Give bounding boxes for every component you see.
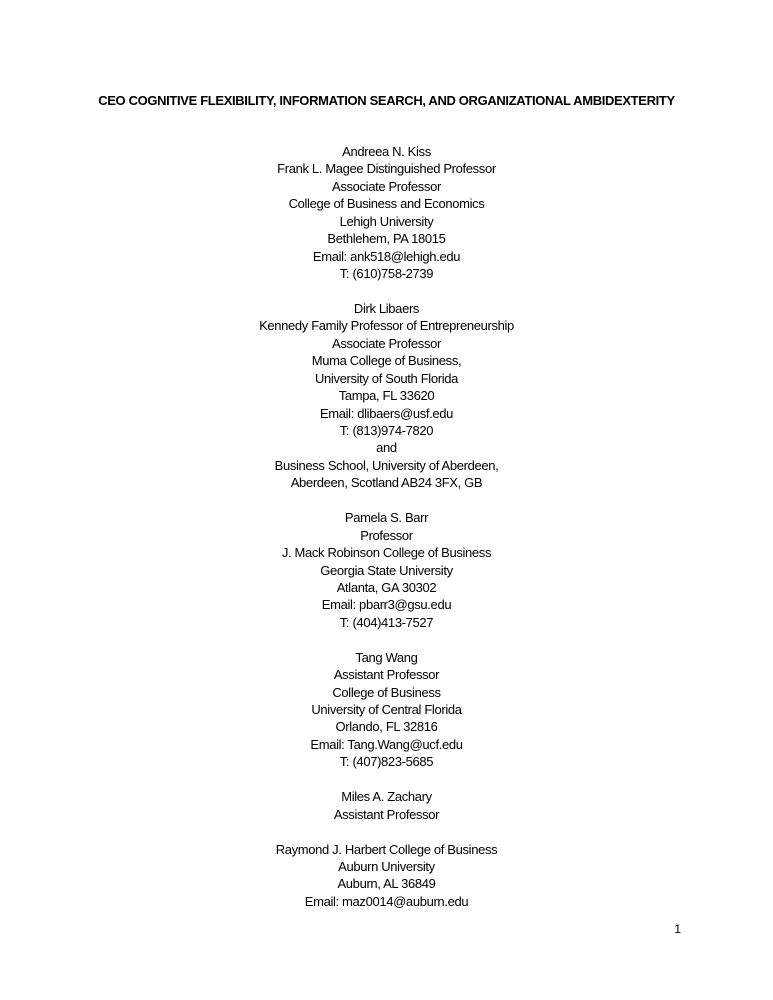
author-title: Kennedy Family Professor of Entrepreneurship bbox=[259, 318, 514, 334]
author-rank: Associate Professor bbox=[332, 335, 441, 351]
author-university: University of South Florida bbox=[314, 370, 458, 386]
author-phone: T: (610)758-2739 bbox=[339, 266, 434, 282]
author-rank: Assistant Professor bbox=[333, 806, 440, 822]
author-university: Lehigh University bbox=[339, 213, 434, 229]
author-email: Email: pbarr3@gsu.edu bbox=[321, 597, 452, 613]
author-university: Georgia State University bbox=[320, 562, 453, 578]
author-email: Email: Tang.Wang@ucf.edu bbox=[310, 736, 463, 752]
author-address: Atlanta, GA 30302 bbox=[336, 579, 437, 595]
author-separator bbox=[0, 771, 773, 788]
author-blank-line bbox=[0, 823, 773, 840]
author-university: University of Central Florida bbox=[311, 702, 462, 717]
author-name: Pamela S. Barr bbox=[344, 510, 429, 526]
author-name: Andreea N. Kiss bbox=[342, 144, 431, 159]
author-college: Raymond J. Harbert College of Business bbox=[275, 841, 498, 857]
author-block-wang bbox=[0, 649, 773, 771]
author-address: Tampa, FL 33620 bbox=[338, 388, 435, 404]
author-rank: Assistant Professor bbox=[333, 667, 440, 683]
paper-title: CEO COGNITIVE FLEXIBILITY, INFORMATION SEARCH, AND ORGANIZATIONAL AMBIDEXTERITY bbox=[98, 93, 675, 108]
author-college: College of Business and Economics bbox=[288, 196, 485, 212]
author-email: Email: maz0014@auburn.edu bbox=[304, 893, 469, 909]
author-title: Frank L. Magee Distinguished Professor bbox=[277, 161, 496, 177]
author-separator bbox=[0, 631, 773, 648]
author-phone: T: (813)974-7820 bbox=[339, 423, 434, 438]
author-rank: Professor bbox=[360, 527, 413, 543]
author-name: Miles A. Zachary bbox=[341, 789, 432, 805]
author-block-libaers bbox=[0, 300, 773, 492]
page-number: 1 bbox=[674, 922, 681, 936]
author-name: Tang Wang bbox=[355, 649, 418, 665]
author-phone: T: (407)823-5685 bbox=[339, 754, 434, 770]
author-college: J. Mack Robinson College of Business bbox=[281, 545, 492, 561]
author-rank: Associate Professor bbox=[332, 178, 441, 194]
author-university: Auburn University bbox=[338, 858, 435, 874]
author-address: Bethlehem, PA 18015 bbox=[327, 231, 446, 247]
author-second-affiliation: Business School, University of Aberdeen, bbox=[274, 457, 499, 473]
author-list bbox=[0, 143, 773, 910]
author-college: College of Business bbox=[332, 684, 441, 700]
author-email: Email: dlibaers@usf.edu bbox=[319, 405, 454, 421]
author-address: Auburn, AL 36849 bbox=[337, 876, 436, 892]
author-address: Orlando, FL 32816 bbox=[335, 719, 438, 735]
author-phone: T: (404)413-7527 bbox=[339, 614, 434, 630]
author-email: Email: ank518@lehigh.edu bbox=[312, 248, 461, 264]
author-separator bbox=[0, 283, 773, 300]
author-name: Dirk Libaers bbox=[353, 300, 420, 316]
author-block-kiss bbox=[0, 143, 773, 283]
author-block-barr bbox=[0, 509, 773, 631]
author-separator bbox=[0, 492, 773, 509]
author-conjunction: and bbox=[376, 440, 397, 456]
author-block-zachary bbox=[0, 788, 773, 910]
author-college: Muma College of Business, bbox=[311, 353, 462, 369]
author-second-address: Aberdeen, Scotland AB24 3FX, GB bbox=[290, 475, 483, 491]
